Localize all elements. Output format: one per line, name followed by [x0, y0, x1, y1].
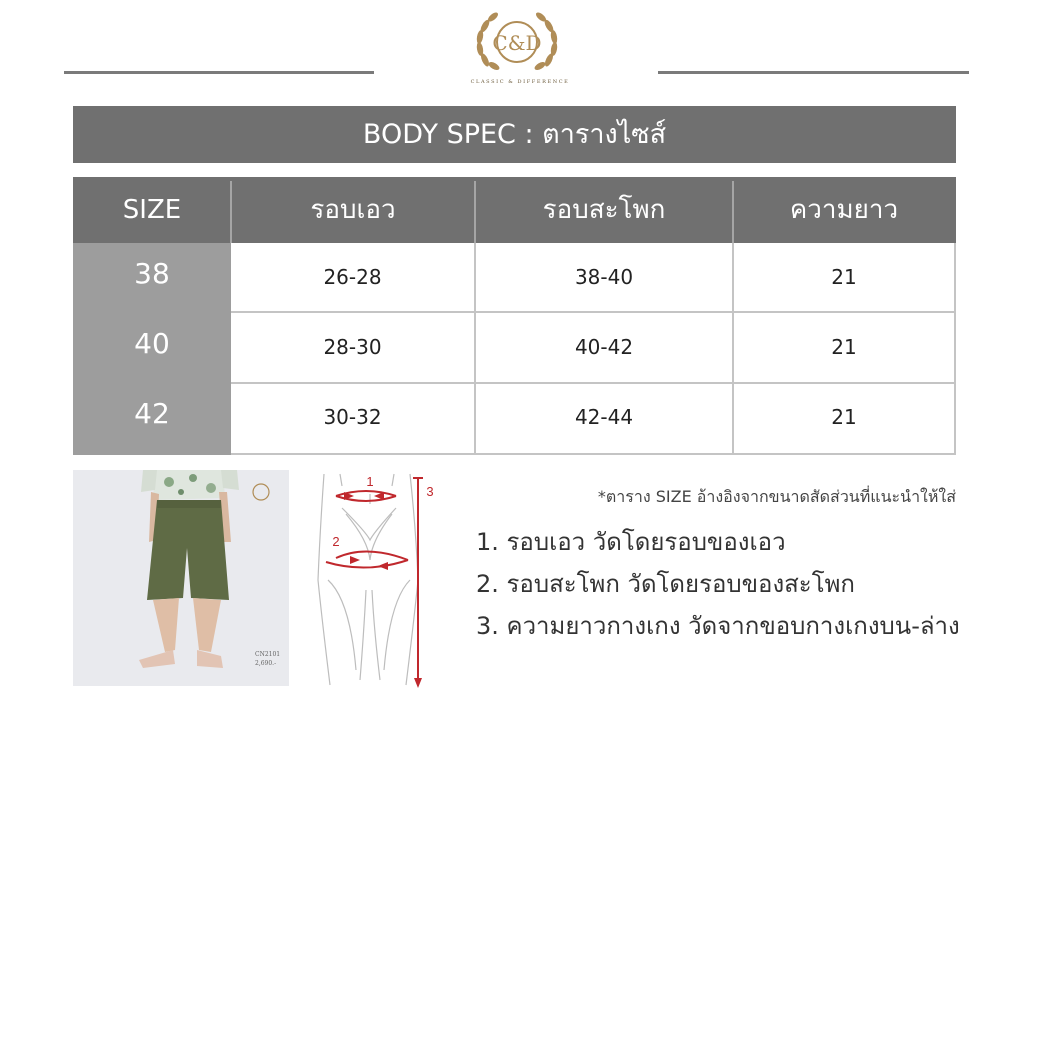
- photo-tag-price: 2,690.-: [255, 660, 277, 667]
- header-length: ความยาว: [789, 195, 899, 225]
- hip-cell: 40-42: [574, 335, 634, 359]
- size-cell: 40: [134, 327, 170, 360]
- diagram-label-1: 1: [366, 474, 374, 489]
- measurement-diagram: [300, 470, 450, 690]
- logo-text: CLASSIC & DIFFERENCE: [470, 79, 570, 85]
- logo-monogram: C&D: [492, 31, 542, 55]
- body-spec-banner: BODY SPEC : ตารางไซส์: [73, 106, 956, 163]
- hip-cell: 38-40: [574, 265, 634, 289]
- header-rule-left: [64, 71, 374, 74]
- size-cell: 42: [134, 397, 170, 430]
- col-divider: [954, 243, 956, 455]
- waist-cell: 28-30: [323, 335, 382, 359]
- table-header-row: [73, 177, 956, 243]
- note-hip: 2. รอบสะโพก วัดโดยรอบของสะโพก: [476, 570, 855, 598]
- hip-cell: 42-44: [574, 405, 634, 429]
- size-disclaimer: *ตาราง SIZE อ้างอิงจากขนาดสัดส่วนที่แนะนำให้ใส่: [597, 487, 956, 506]
- photo-tag-code: CN2101: [255, 651, 281, 658]
- waist-cell: 26-28: [323, 265, 382, 289]
- note-length: 3. ความยาวกางเกง วัดจากขอบกางเกงบน-ล่าง: [476, 612, 960, 640]
- length-cell: 21: [831, 405, 857, 429]
- row-divider: [231, 382, 956, 384]
- diagram-label-3: 3: [426, 484, 434, 499]
- size-table: [73, 177, 956, 455]
- diagram-label-2: 2: [332, 534, 340, 549]
- row-divider: [231, 453, 956, 455]
- length-cell: 21: [831, 265, 857, 289]
- waist-cell: 30-32: [323, 405, 382, 429]
- size-cell: 38: [134, 257, 170, 290]
- size-column: [73, 243, 231, 455]
- header-waist: รอบเอว: [310, 195, 396, 225]
- row-divider: [231, 311, 956, 313]
- header-size: SIZE: [122, 195, 182, 225]
- header-rule-right: [658, 71, 969, 74]
- product-photo: [73, 470, 289, 686]
- note-waist: 1. รอบเอว วัดโดยรอบของเอว: [476, 528, 786, 556]
- brand-logo: [470, 6, 564, 90]
- header-hip: รอบสะโพก: [542, 195, 666, 225]
- length-cell: 21: [831, 335, 857, 359]
